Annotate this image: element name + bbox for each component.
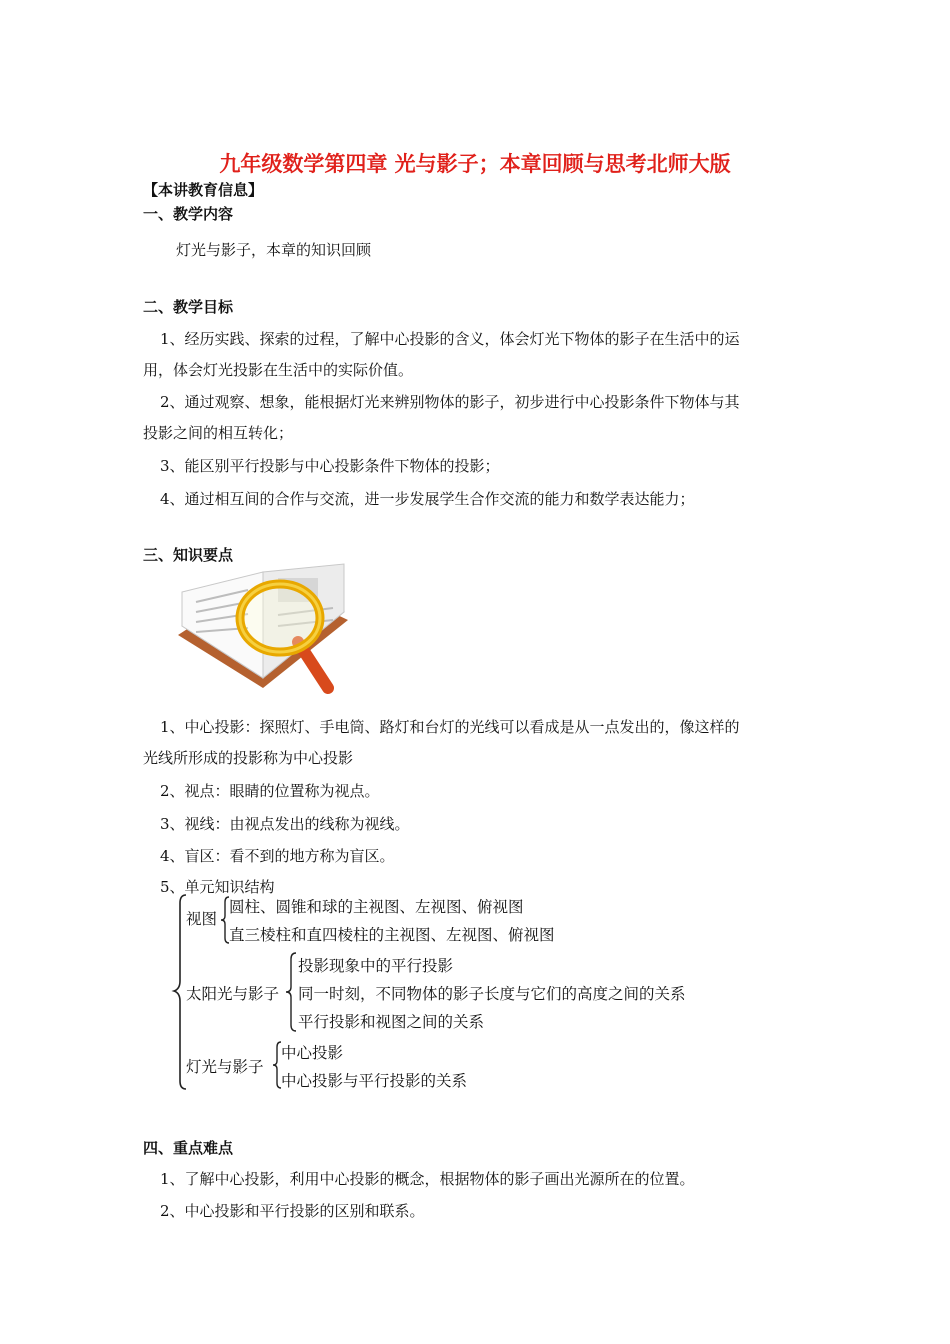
goal-4: 4、通过相互间的合作与交流，进一步发展学生合作交流的能力和数学表达能力；	[160, 490, 695, 508]
section-4-heading: 四、重点难点	[143, 1139, 234, 1157]
lamp-item-2: 中心投影与平行投影的关系	[281, 1072, 468, 1090]
point-3: 3、视线：由视点发出的线称为视线。	[160, 815, 410, 833]
sun-item-2: 同一时刻，不同物体的影子长度与它们的高度之间的关系	[298, 985, 686, 1003]
book-magnifier-illustration	[168, 560, 358, 700]
sun-label: 太阳光与影子	[186, 985, 280, 1003]
info-heading: 【本讲教育信息】	[143, 181, 264, 199]
point-2: 2、视点：眼睛的位置称为视点。	[160, 782, 380, 800]
views-label: 视图	[186, 910, 218, 928]
goal-1-line-2: 用，体会灯光投影在生活中的实际价值。	[143, 361, 414, 379]
key-point-2: 2、中心投影和平行投影的区别和联系。	[160, 1202, 425, 1220]
sun-item-3: 平行投影和视图之间的关系	[298, 1013, 485, 1031]
section-1-heading: 一、教学内容	[143, 205, 234, 223]
sun-item-1: 投影现象中的平行投影	[298, 957, 454, 975]
views-item-1: 圆柱、圆锥和球的主视图、左视图、俯视图	[229, 898, 524, 916]
point-4: 4、盲区：看不到的地方称为盲区。	[160, 847, 395, 865]
point-1-line-1: 1、中心投影：探照灯、手电筒、路灯和台灯的光线可以看成是从一点发出的，像这样的	[160, 718, 740, 736]
document-title: 九年级数学第四章 光与影子；本章回顾与思考北师大版	[219, 152, 731, 176]
section-1-text: 灯光与影子，本章的知识回顾	[176, 241, 372, 259]
lamp-item-1: 中心投影	[281, 1044, 344, 1062]
point-5: 5、单元知识结构	[160, 878, 275, 896]
point-1-line-2: 光线所形成的投影称为中心投影	[143, 749, 354, 767]
section-3-heading: 三、知识要点	[143, 546, 234, 564]
section-2-heading: 二、教学目标	[143, 298, 234, 316]
views-item-2: 直三棱柱和直四棱柱的主视图、左视图、俯视图	[229, 926, 555, 944]
goal-2-line-2: 投影之间的相互转化；	[143, 424, 294, 442]
goal-2-line-1: 2、通过观察、想象，能根据灯光来辨别物体的影子，初步进行中心投影条件下物体与其	[160, 393, 740, 411]
goal-3: 3、能区别平行投影与中心投影条件下物体的投影；	[160, 457, 500, 475]
sun-brace	[285, 952, 299, 1032]
key-point-1: 1、了解中心投影，利用中心投影的概念，根据物体的影子画出光源所在的位置。	[160, 1170, 695, 1188]
lamp-label: 灯光与影子	[186, 1058, 264, 1076]
goal-1-line-1: 1、经历实践、探索的过程，了解中心投影的含义，体会灯光下物体的影子在生活中的运	[160, 330, 740, 348]
